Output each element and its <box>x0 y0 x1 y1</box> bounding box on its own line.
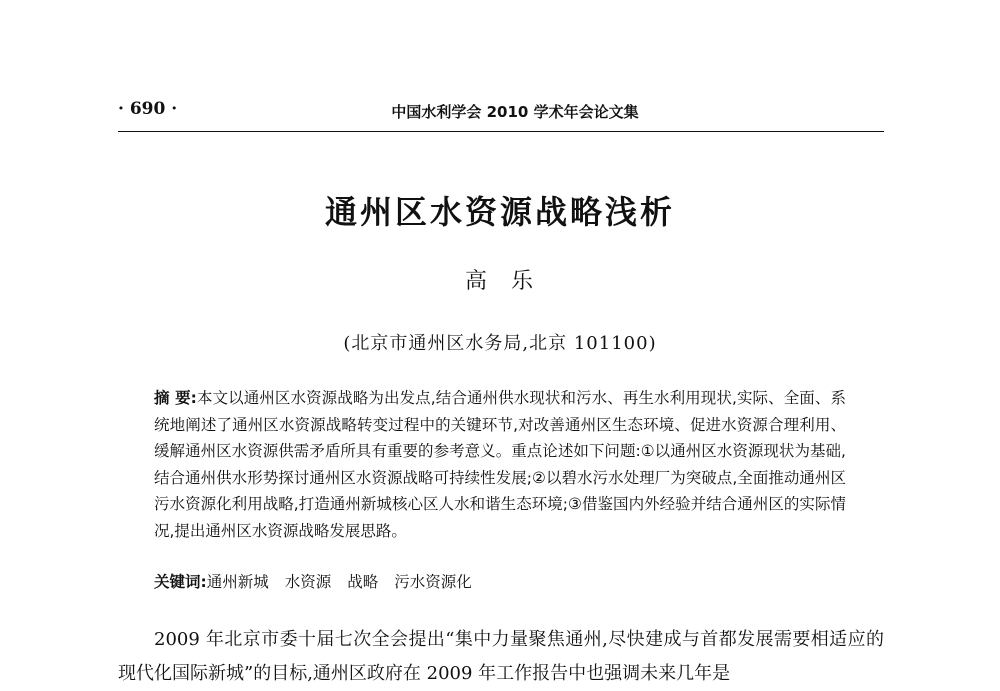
keyword-item: 通州新城 <box>206 573 269 591</box>
keyword-item: 污水资源化 <box>394 573 472 591</box>
article-title: 通州区水资源战略浅析 <box>324 193 675 231</box>
keyword-item: 战略 <box>347 573 379 591</box>
article-author: 高乐 <box>464 269 557 294</box>
keywords-label: 关键词: <box>154 573 207 591</box>
header-rule <box>118 131 884 132</box>
abstract-block <box>154 385 846 544</box>
keywords-block <box>154 570 488 592</box>
running-header-title: 中国水利学会 2010 学术年会论文集 <box>391 103 639 121</box>
keyword-item: 水资源 <box>284 573 332 591</box>
abstract-label: 摘 要: <box>154 389 197 407</box>
abstract-text: 本文以通州区水资源战略为出发点,结合通州供水现状和污水、再生水利用现状,实际、全面、系统地阐述了通州区水资源战略转变过程中的关键环节,对改善通州区生态环境、促进水资源合理利用、缓解通州区水资源供需矛盾所具有重要的参考意义。重点论述如下问题:①以通州区水资源现状为基础,结合通州供水形势探讨通州区水资源战略可持续性发展;②以碧水污水处理厂为突破点,全面推动通州区污水资源化利用战略,打造通州新城核心区人水和谐生态环境;③借鉴国内外经验并结合通州区的实际情况,提出通州区水资源战略发展思路。 <box>154 389 846 540</box>
body-paragraph: 2009 年北京市委十届七次全会提出“集中力量聚焦通州,尽快建成与首都发展需要相适应的现代化国际新城”的目标,通州区政府在 2009 年工作报告中也强调未来几年是 <box>118 629 884 684</box>
article-affiliation: (北京市通州区水务局,北京 101100) <box>343 333 657 354</box>
page-number: · 690 · <box>118 99 178 119</box>
